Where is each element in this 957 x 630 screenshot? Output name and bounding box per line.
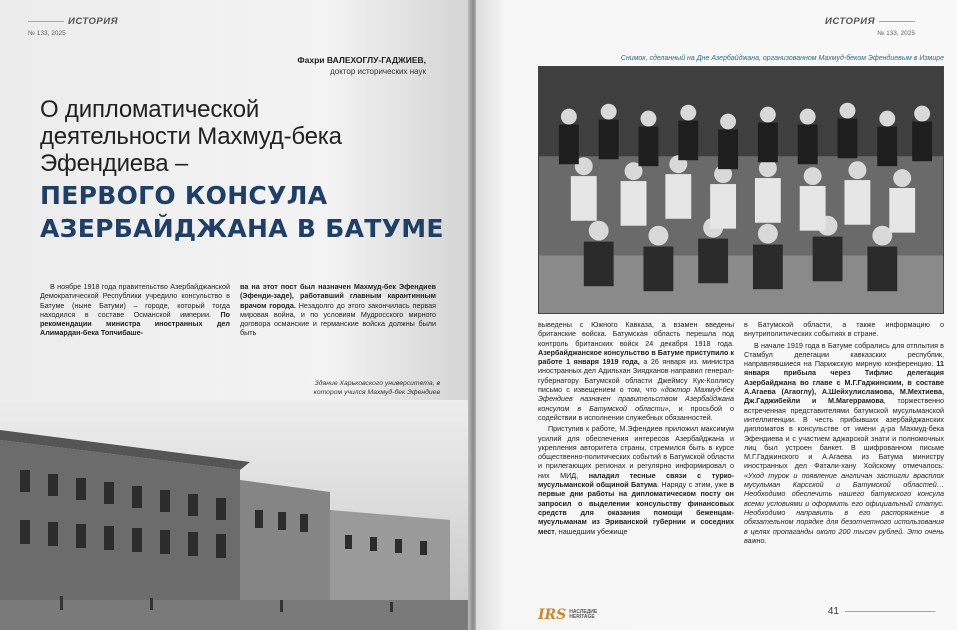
logo-sub-line: НАСЛЕДИЕ — [569, 608, 598, 615]
title-accent-line: ПЕРВОГО КОНСУЛА — [40, 181, 328, 210]
university-building-photo — [0, 400, 470, 630]
paragraph-bold: 11 января прибыла через Тифлис делегация Азербайджана во главе с М.Г.Гаджинским, в составе А.Агаева (Агаоглу), А.Шейхулисламова, М.Мехтиева, Дж.Гаджибейли и М.Магеррамова — [744, 359, 944, 406]
article-title — [40, 96, 460, 243]
right-column-1 — [538, 320, 734, 538]
section-label: ИСТОРИЯ — [825, 16, 875, 27]
paragraph-text: В начале 1919 года в Батуме собрались для отплытия в Стамбул делегации кавказских республик, направлявшиеся на Парижскую мирную конференцию. — [744, 340, 944, 369]
paragraph-text: Незадолго до этого закончилась первая мировая война, и по условиям Мудросского мирного договора османские и германские войска должны были быть — [240, 300, 436, 338]
irs-heritage-logo — [538, 607, 597, 623]
paragraph-text: В ноябре 1918 года правительство Азербайджанской Демократической Республики учредило консульство в Батуме (ныне Батуми) – городе, который тогда находился в составе Османской империи. — [40, 282, 230, 319]
title-line: О дипломатической — [40, 96, 260, 123]
paragraph-bold: ва на этот пост был назначен Махмуд-бек Эфендиев (Эфенди-заде), работавший главным карантинным врачом города. — [240, 282, 436, 310]
group-photo — [538, 66, 944, 314]
paragraph-bold: По рекомендации министра иностранных дел Алимардан-бека Топчибаше- — [40, 309, 230, 338]
section-line — [28, 21, 64, 22]
logo-sub-line: HERITAGE — [569, 614, 595, 620]
right-page — [476, 0, 957, 630]
page-number: 41 — [827, 606, 839, 617]
group-photo-caption: Снимок, сделанный на Дне Азербайджана, организованном Махмуд-беком Эфендиевым в Измире — [620, 55, 944, 62]
paragraph-text: а 26 января из. министра иностранных дел Адильхан Зиядханов направил генерал-губернатору Батумской области Джеймсу Кук-Коллису письмо с извещением о том, что — [538, 357, 734, 395]
section-header — [825, 16, 915, 27]
title-accent-line: АЗЕРБАЙДЖАНА В БАТУМЕ — [40, 214, 444, 243]
paragraph-bold: наладил тесные связи с турко-мусульманской общиной Батума — [538, 470, 734, 490]
logo-subtitle — [569, 610, 597, 621]
paragraph-text: , торжественно встреченная представителями батумской мусульманской интеллигенции. В честь прибывших азербайджанских дипломатов в консульстве от имени д-ра Махмуд-бека Эфендиева и с участием аджарской знати и полномочных лиц был устроен банкет. В шифрованном письме М.Г.Гаджинского и А.Агаева из Батума министру иностранных дел Фатали-хану Хойскому отмечалось: — [744, 396, 944, 471]
paragraph-text: , нашедшим убежище — [554, 526, 628, 536]
section-line — [879, 21, 915, 22]
paragraph-italic: «доктор Махмуд-бек Эфендиев назначен правительством Азербайджана консулом в Батумской области» — [538, 385, 735, 413]
author-block — [297, 55, 426, 77]
section-header — [28, 16, 118, 27]
group-photo-illustration — [539, 67, 943, 313]
paragraph-bold: Азербайджанское консульство в Батуме приступило к работе 1 января 1919 года, — [538, 347, 734, 367]
title-line: Эфендиева – — [40, 150, 188, 177]
title-line: деятельности Махмуд-бека — [40, 123, 342, 150]
paragraph-text: . Наряду с этим, уже — [657, 480, 730, 490]
paragraph-italic: «Уход турок и появление англичан застигли врасплох мусульман Карсской и Батумской областей… Необходимо обеспечить нашего батумского консула всеми условиями и оформить его официальный статус. Необходимо направить в его распоряжение в обязательном порядке для безотчетного использования в целях пропаганды около 200 тысяч рублей. Это очень важно. — [744, 470, 944, 545]
page-number-line — [845, 611, 935, 612]
author-name: Фахри ВАЛЕХОГЛУ-ГАДЖИЕВ, — [297, 55, 426, 65]
paragraph-text: выведены с Южного Кавказа, а взамен введены британские войска. Батумская область перешла под контроль британских войск 24 декабря 1918 года. — [538, 320, 734, 348]
left-column-1 — [40, 282, 230, 340]
author-role: доктор исторических наук — [330, 67, 426, 76]
right-column-2 — [744, 320, 944, 547]
left-column-2 — [240, 282, 436, 340]
issue-number: № 133, 2025 — [877, 30, 915, 37]
paragraph-bold: в первые дни работы на дипломатическом посту он запросил о выделении консульству финансовых средств для оказания помощи беженцам-мусульманам из Эриванской губернии и соседних мест — [538, 480, 734, 536]
paragraph-text: в Батумской области, а также информацию о внутриполитических событиях в стране. — [744, 320, 944, 339]
section-label: ИСТОРИЯ — [68, 16, 118, 27]
paragraph-text: Приступив к работе, М.Эфендиев приложил максимум усилий для обеспечения интересов Азербайджана и укрепления авторитета страны, стремился быть в курсе общественно-политических событий в Батумской области и прилегающих регионах и регулярно информировал о них МИД, — [538, 424, 734, 480]
paragraph-text: , и просьбой о содействии в исполнении служебных обязанностей. — [538, 403, 735, 422]
left-page — [0, 0, 470, 630]
issue-number: № 133, 2025 — [28, 30, 66, 37]
page-number-block — [828, 606, 935, 617]
logo-mark: IRS — [538, 607, 567, 623]
building-illustration — [0, 400, 470, 630]
building-photo-caption: Здание Харьковского университета, в котором учился Махмуд-бек Эфендиев — [313, 380, 440, 396]
